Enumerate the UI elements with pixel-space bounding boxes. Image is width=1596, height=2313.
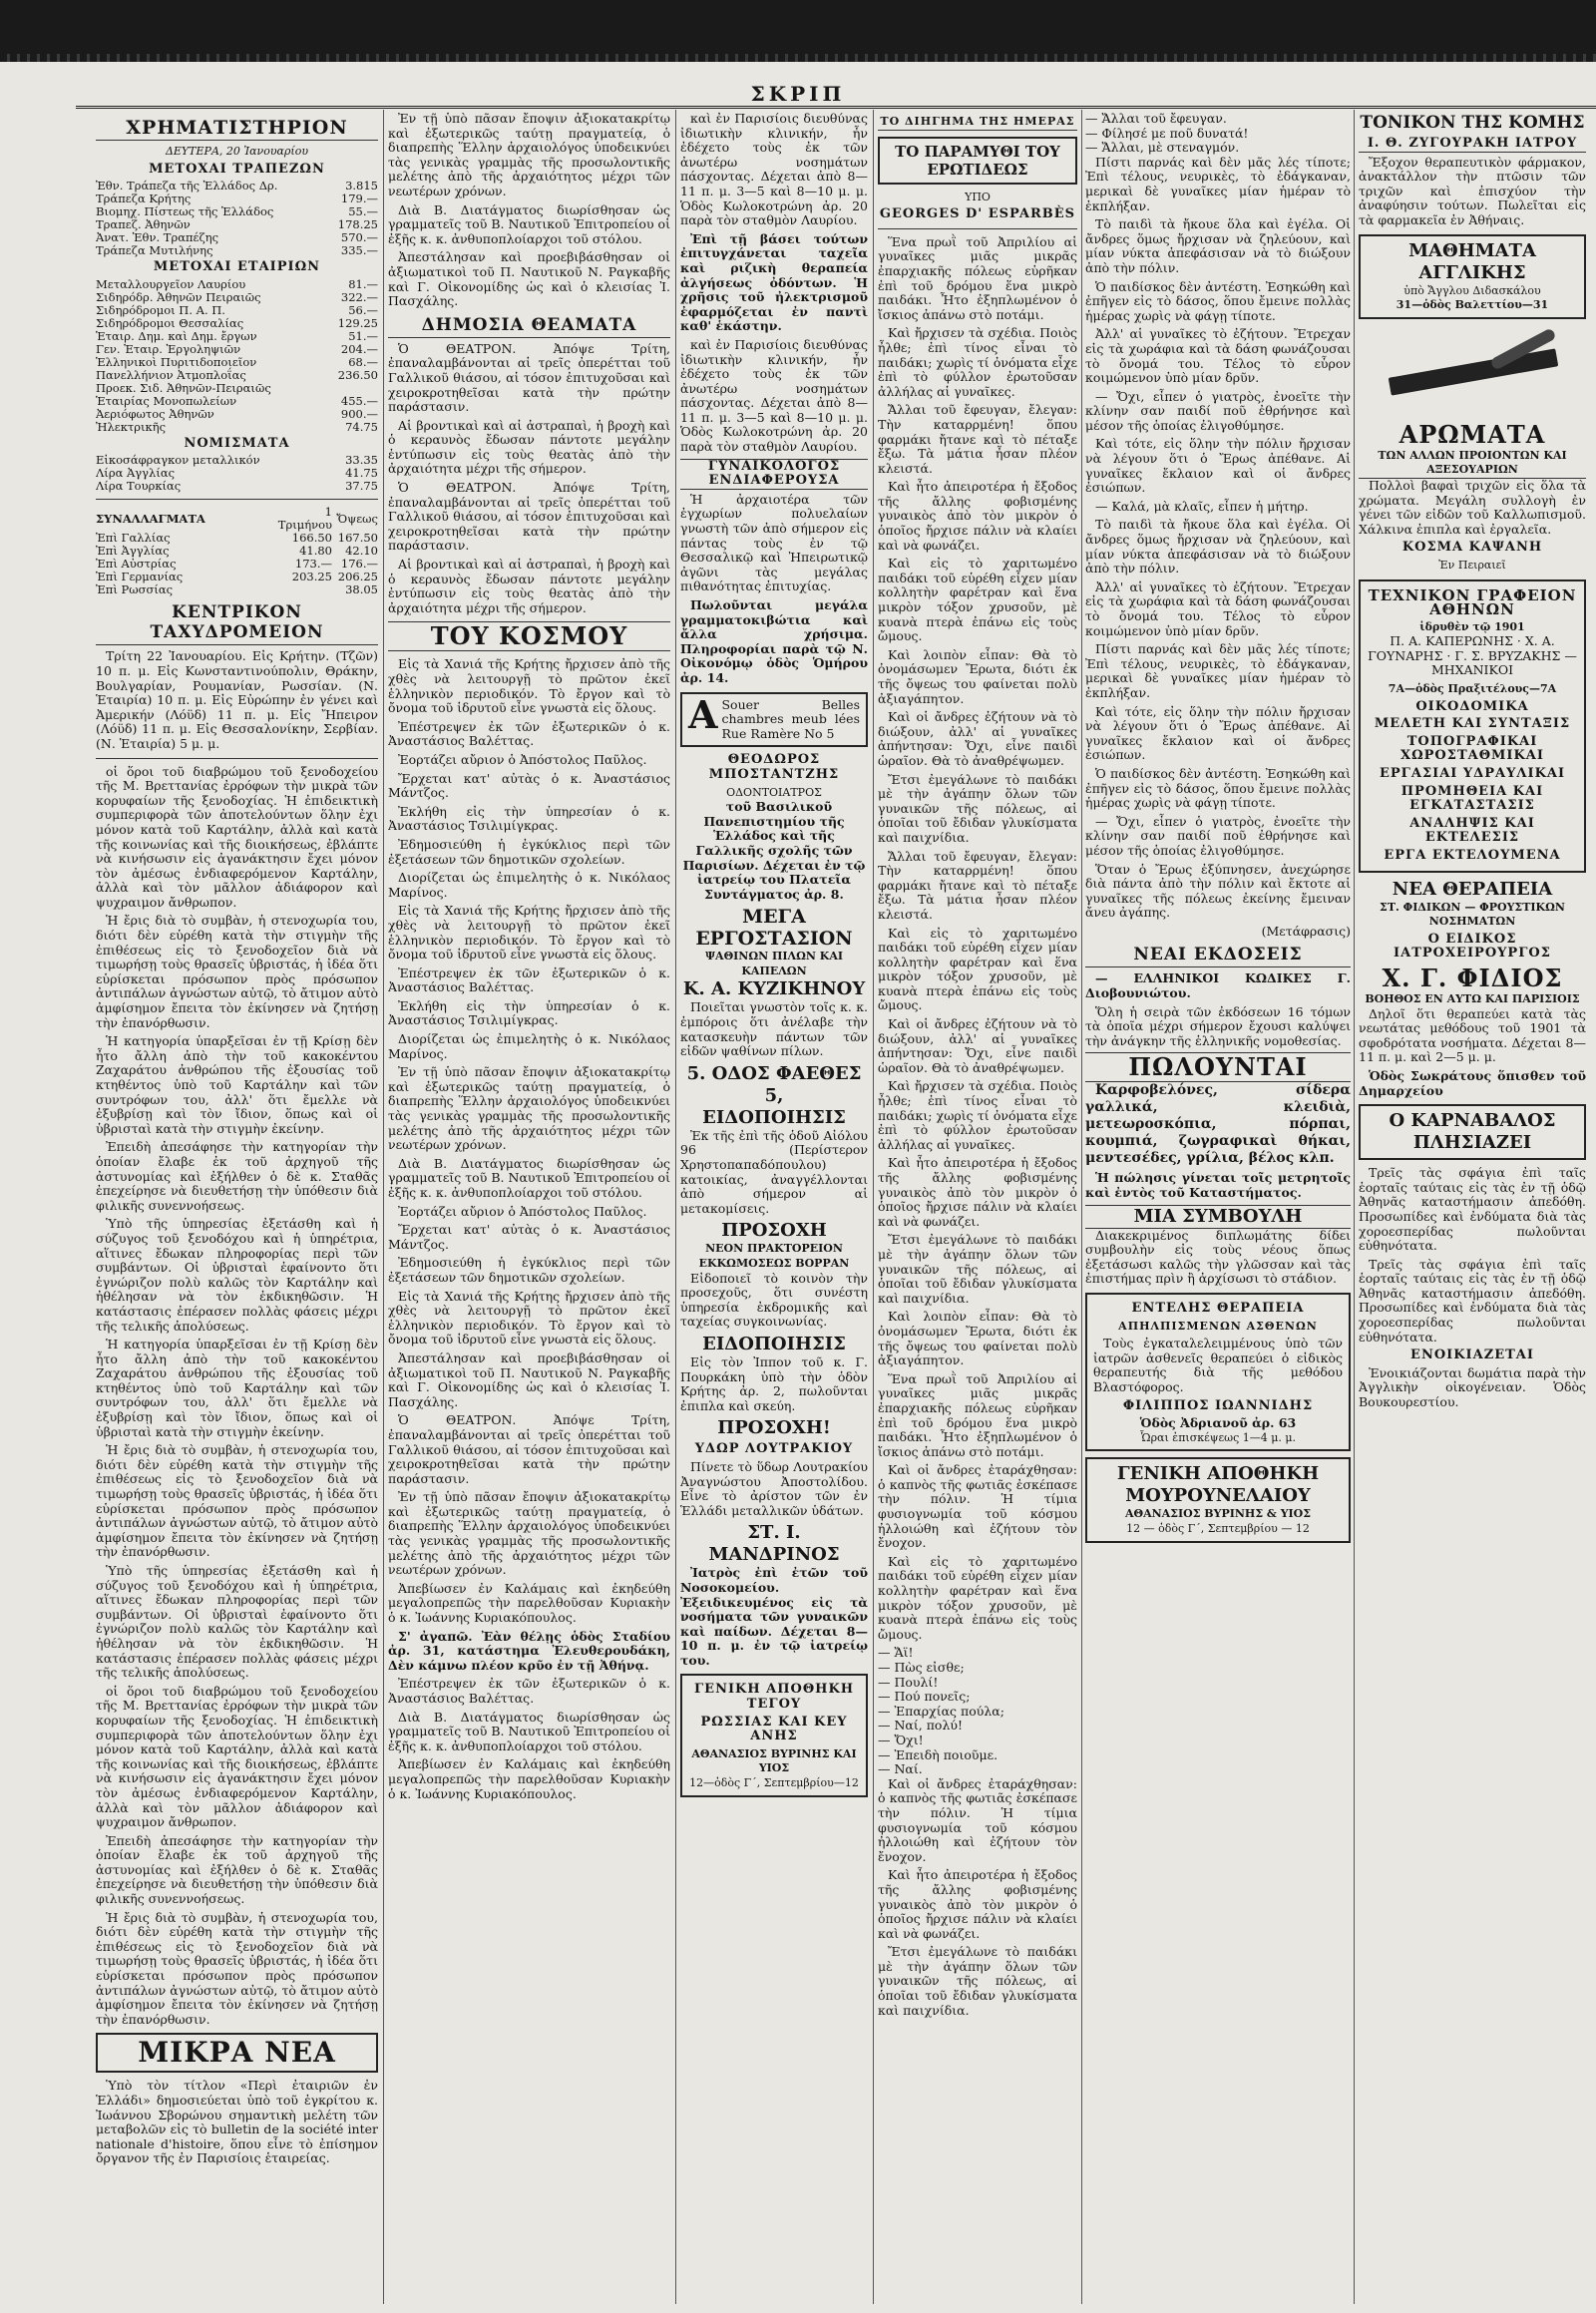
story-paragraph: Καὶ ἤρχισεν τὰ σχέδια. Ποιὸς ἦλθε; ἐπὶ τίνος εἶναι τὸ παιδάκι; χωρὶς τί ὀνόματα εἶχε ἐπὶ τὸ φύλλον ἐρωτοῦσαν ἀλλήλας αἱ γυναῖκες. (878, 1078, 1077, 1152)
dialog-line: — Πουλί! (878, 1674, 939, 1690)
apartment-text: Ἐνοικιάζονται δωμάτια παρὰ τὴν Ἀγγλικὴν οἰκογένειαν. Ὁδὸς Βουκουρεστίου. (1359, 1364, 1586, 1410)
english-lessons-ad (1359, 234, 1586, 319)
sale-text: Καρφοβελόνες, σίδερα γαλλικά, κλειδιὰ, μετεωροσκόπια, πόρπαι, κουμπιά, ζωγραφικαὶ θήκαι, μεντεσέδες, γρίλια, βέλος κλπ. (1085, 1082, 1351, 1167)
specialist-label: Ο ΕΙΔΙΚΟΣ ΙΑΤΡΟΧΕΙΡΟΥΡΓΟΣ (1394, 931, 1551, 962)
currency-table (96, 454, 378, 493)
story-paragraph: Πίστι παρνάς καὶ δὲν μᾶς λές τίποτε; Ἐπὶ τέλους, νευρικὲς, τὸ ἐδάγκαναν, μερικαὶ δὲ γυναῖκες μίαν ἡμέραν τὸ ἐκπλήξαν. (1085, 154, 1351, 213)
article-paragraph: οἱ ὅροι τοῦ διαβρώμου τοῦ ξενοδοχείου τῆς Μ. Βρεττανίας ἐρρόφων τὴν μικρὰ τῶν κορυφαίων τῆς ξενοδοχίας. Ἡ ἐπιδεικτικὴ συμπεριφορὰ τῶν ἀποτελούντων ὅλην ἐχι μόνον κατὰ τοῦ Καρτάλην, ἀλλὰ καὶ κατὰ τῆς κοινωνίας καὶ τῆς διοικήσεως, ἐβλάπτε νὰ κινήσωσιν εἰς ἀγανάκτησιν ἔχει μόνον τὸν ἀμέσως ἐνδιαφερόμενον Καρτάλην, ἀλλὰ καὶ τὸν μᾶλλον ἀδιάφορον καὶ ψυχραιμον ἄνθρωπον. (96, 763, 378, 910)
table-row: Ἠλεκτρικῆς 74.75 (96, 419, 378, 434)
aromas-subtitle: ΤΩΝ ΑΛΛΩΝ ΠΡΟΙΟΝΤΩΝ ΚΑΙ ΑΞΕΣΟΥΑΡΙΩΝ (1359, 449, 1586, 479)
news-item: Ἔρχεται κατ' αὐτὰς ὁ κ. Ἀναστάσιος Μάντζος. (388, 770, 670, 801)
table-row: Ἐπὶ Γερμανίας 203.25 206.25 (96, 570, 378, 584)
table-row: Ἀνατ. Ἐθν. Τραπέζης 570.— (96, 230, 378, 245)
table-row: Σιδηρόδρομοι Π. Α. Π. 56.— (96, 302, 378, 317)
therapist-hours: Ὧραι ἐπισκέψεως 1—4 μ. μ. (1139, 1430, 1297, 1444)
article-paragraph: Ἡ κατηγορία ὑπαρξεῖσαι ἐν τῇ Κρίσῃ δὲν ἦτο ἄλλη ἀπὸ τὴν τοῦ κακοκέντου Ζαχαράτου ἀνθρώπου τῆς ἐξουσίας τοῦ κτηθέντος ὑπὸ τοῦ Καρτάλην καὶ τῶν συντρόφων του, ἀλλ' ὅτι ἔμελλε νὰ ἐξυβρίσῃ καὶ τὸν ἴδιον, ὅπως καὶ οἱ ὑβρισταὶ κατὰ τὴν στιγμὴν ἐκείνην. (96, 1337, 378, 1439)
therapy-text: Τοὺς ἐγκαταλελειμμένους ὑπὸ τῶν ἰατρῶν ἀσθενεῖς θεραπεύει ὁ εἰδικὸς θεραπευτής διὰ τῆς μεθόδου Βλαστόφορος. (1093, 1336, 1343, 1394)
story-paragraph: Καὶ οἱ ἄνδρες ἐταράχθησαν: ὁ καπνὸς τῆς φωτιᾶς ἐσκέπασε τὴν πόλιν. Ἡ τίμια φυσιογνωμία τοῦ κόσμου ἠλλοιώθη καὶ ἐζήτουν τὸν ἔνοχον. (878, 1775, 1077, 1864)
bank-shares-table (96, 180, 378, 257)
story-paragraph: Ὁ παιδίσκος δὲν ἀντέστη. Ἐσηκώθη καὶ ἐπῆγεν εἰς τὸ δάσος, ὅπου ἔμεινε πολλὰς ἡμέρας χωρὶς νὰ φάγῃ τίποτε. (1085, 765, 1351, 811)
masthead-rule (76, 106, 1596, 109)
notice-text: Ἐκ τῆς ἐπὶ τῆς ὁδοῦ Αἰόλου 96 (Περίστερον Χρηστοπαπαδόπουλου) κατοικίας, ἀναγγέλλονται ἀπὸ σήμερον αἱ μετακομίσεις. (680, 1127, 868, 1216)
tech-section: ΤΟΠΟΓΡΑΦΙΚΑΙ ΧΩΡΟΣΤΑΘΜΙΚΑΙ (1400, 733, 1544, 764)
new-editions-subtitle: — ΕΛΛΗΝΙΚΟΙ ΚΩΔΙΚΕΣ Γ. Διοβουνιώτου. (1085, 970, 1351, 1001)
table-row: Ἑλληνικοὶ Πυριτιδοποιεῖον 68.— (96, 354, 378, 369)
article-paragraph: Εἰς τὰ Χανιά τῆς Κρήτης ἤρχισεν ἀπὸ τῆς χθὲς νὰ λειτουργῇ τὸ πρῶτον ἐκεῖ ἑλληνικὸν περιοδικόν. Τὸ ἔργον καὶ τὸ ὄνομα τοῦ ἱδρυτοῦ εἶνε γνωστὰ εἰς ὅλους. (388, 656, 670, 716)
news-item: Ἔρχεται κατ' αὐτὰς ὁ κ. Ἀναστάσιος Μάντζος. (388, 1222, 670, 1252)
doctor-name: Χ. Γ. ΦΙΔΙΟΣ (1382, 963, 1563, 992)
carnival-title: Ο ΚΑΡΝΑΒΑΛΟΣ ΠΛΗΣΙΑΖΕΙ (1359, 1104, 1586, 1160)
table-row: Τράπεζα Μυτιλήνης 335.— (96, 243, 378, 258)
story-paragraph: — Καλά, μὰ κλαῖς, εἶπεν ἡ μήτηρ. (1095, 498, 1309, 514)
store-ad (1085, 1457, 1351, 1542)
ad-text: Ἐπὶ τῇ βάσει τούτων ἐπιτυγχάνεται ταχεῖα καὶ ριζικὴ θεραπεία ἀλγήσεως ὀδόντων. Ἡ χρῆσις τοῦ ἠλεκτρισμοῦ ἐφαρμόζεται ἐν παντὶ καθ' ἑκάστην. (680, 230, 868, 334)
kosmas-name: ΚΟΣΜΑ ΚΑΨΑΝΗ (1401, 540, 1543, 556)
top-black-band (0, 0, 1596, 62)
tech-section: ΕΡΓΑΣΙΑΙ ΥΔΡΑΥΛΙΚΑΙ (1379, 766, 1566, 782)
english-teacher: ὑπὸ Ἄγγλου Διδασκάλου (1403, 283, 1541, 297)
tech-section: ΕΡΓΑ ΕΚΤΕΛΟΥΜΕΝΑ (1384, 848, 1561, 863)
story-paragraph: Καὶ ἤρχισεν τὰ σχέδια. Ποιὸς ἦλθε; ἐπὶ τίνος εἶναι τὸ παιδάκι; χωρὶς τί ὀνόματα εἶχε ἐπὶ τὸ φύλλον ἐρωτοῦσαν ἀλλήλας αἱ γυναῖκες. (878, 325, 1077, 399)
tech-year: ἱδρυθὲν τῷ 1901 (1419, 619, 1525, 633)
warehouse-ad (680, 1674, 868, 1796)
dialog-line: — Ὄχι! (878, 1732, 924, 1747)
table-row: Ἐθν. Τράπεζα τῆς Ἑλλάδος Δρ. 3.815 (96, 179, 378, 193)
story-paragraph: Ἕνα πρωῒ τοῦ Ἀπριλίου αἱ γυναῖκες μιᾶς μικρᾶς ἐπαρχιακῆς πόλεως εὑρῆκαν ἐπὶ τοῦ δρόμου ἕνα μικρὸ παιδάκι. Ἦτο ἐξηπλωμένον ὁ ἴσκιος ἀπάνω στὸ ποτάμι. (878, 1370, 1077, 1459)
bank-shares-title: ΜΕΤΟΧΑΙ ΤΡΑΠΕΖΩΝ (149, 161, 325, 177)
dentist-name: ΘΕΟΔΩΡΟΣ ΜΠΟΣΤΑΝΤΖΗΣ (708, 752, 840, 782)
warehouse-subtitle: ΡΩΣΣΙΑΣ ΚΑΙ ΚΕΥ ΑΝΗΣ (700, 1714, 848, 1744)
story-paragraph: Ἔτσι ἐμεγάλωνε τὸ παιδάκι μὲ τὴν ἀγάπην ὅλων τῶν γυναικῶν τῆς πόλεως, αἱ ὁποῖαι τοῦ ἔδιδαν γλυκίσματα καὶ παιχνίδια. (878, 771, 1077, 845)
tech-section: ΟΙΚΟΔΟΜΙΚΑ (1415, 698, 1529, 714)
dentist-text: τοῦ Βασιλικοῦ Πανεπιστημίου τῆς Ἑλλάδος καὶ τῆς Γαλλικῆς σχολῆς τῶν Παρισίων. Δέχεται ἐν τῷ ἰατρείῳ του Πλατεῖα Συντάγματος ἀρ. 8. (682, 799, 866, 902)
sale-title: ΠΩΛΟΥΝΤΑΙ (1085, 1052, 1351, 1082)
tech-title: ΤΕΧΝΙΚΟΝ ΓΡΑΦΕΙΟΝ ΑΘΗΝΩΝ (1368, 585, 1577, 619)
dentist-role: ΟΔΟΝΤΟΙΑΤΡΟΣ (726, 785, 822, 799)
news-item: Ἐδημοσιεύθη ἡ ἐγκύκλιος περὶ τῶν ἐξετάσεων τῶν δημοτικῶν σχολείων. (388, 836, 670, 867)
story-paragraph: Τὸ παιδὶ τὰ ἤκουε ὅλα καὶ ἐγέλα. Οἱ ἄνδρες ὅμως ἤρχισαν νὰ ζηλεύουν, καὶ μίαν νύκτα ἀπεφάσισαν νὰ τὸ διώξουν ἀπὸ τὴν πόλιν. (1085, 216, 1351, 275)
column-divider (1081, 110, 1082, 2304)
carnival-text: Τρεῖς τὰς σφάγια ἐπὶ ταῖς ἑορταῖς ταύταις εἰς τὰς ἐν τῇ ὁδῷ Ἀθηνᾶς καταστήμασιν ἀπεδόθη. Προσωπίδες καὶ ἐνδύματα διὰ τὰς χοροεσπερίδας πωλοῦνται εὐθηνότατα. (1359, 1256, 1586, 1345)
article-paragraph: Ἡ κατηγορία ὑπαρξεῖσαι ἐν τῇ Κρίσῃ δὲν ἦτο ἄλλη ἀπὸ τὴν τοῦ κακοκέντου Ζαχαράτου ἀνθρώπου τῆς ἐξουσίας τοῦ κτηθέντος ὑπὸ τοῦ Καρτάλην καὶ τῶν συντρόφων του, ἀλλ' ὅτι ἔμελλε νὰ ἐξυβρίσῃ καὶ τὸν ἴδιον, ὅπως καὶ οἱ ὑβρισταὶ κατὰ τὴν στιγμὴν ἐκείνην. (96, 1033, 378, 1136)
table-row: Ἑταιρ. Δημ. καὶ Δημ. ἔργων 51.— (96, 328, 378, 343)
table-row: Μεταλλουργεῖον Λαυρίου 81.— (96, 276, 378, 291)
table-row: Γεν. Ἑταιρ. Ἐργοληψιῶν 204.— (96, 341, 378, 356)
table-row: Λίρα Ἀγγλίας 41.75 (96, 466, 378, 481)
table-row: Ἑταιρίας Μονοπωλείων 455.— (96, 393, 378, 408)
post-office-text: Τρίτη 22 Ἰανουαρίου. Εἰς Κρήτην. (Τζῶν) 10 π. μ. Εἰς Κωνσταντινούπολιν, Θράκην, Βουλγαρίαν, Ρουμανίαν, Ρωσσίαν. (Ν. Ἑταιρία) 10 π. μ. Εἰς Εὐρώπην ἐν γένει καὶ Ἀμερικήν (Λόϋδ) 11 π. μ. Εἰς Ἤπειρον (Λόϋδ) 11 π. μ. Εἰς Θεσσαλονίκην, Σερβίαν. (Ν. Ἑταιρία) 5 μ. μ. (96, 648, 378, 751)
article-paragraph: Ὑπὸ τῆς ὑπηρεσίας ἐξετάσθη καὶ ἡ σύζυγος τοῦ ξενοδόχου καὶ ἡ ὑπηρέτρια, αἵτινες ἔδωκαν πληροφορίας περὶ τῶν συμβάντων. Οἱ ὑβρισταὶ ἐφαίνοντο ὅτι ἐγνώριζον πολὺ καλῶς τὸν Καρτάλην καὶ ἠθέλησαν νὰ τὸν ἐκδικηθῶσιν. Ἡ κατάστασις ἐπέρασεν πολλὰς φάσεις μέχρι τῆς τελικῆς ἀπολύσεως. (96, 1216, 378, 1334)
story-line: — Ἄλλαι τοῦ ἔφευγαν. (1085, 112, 1227, 126)
article-paragraph: Ἀπεστάλησαν καὶ προεβιβάσθησαν οἱ ἀξιωματικοὶ τοῦ Π. Ναυτικοῦ Ν. Ραγκαβῆς καὶ Γ. Οἰκονομίδης ὡς καὶ ὁ κλεισίας Ἰ. Πασχάλης. (388, 249, 670, 309)
story-line: — Φίλησέ με ποῦ δυνατά! (1085, 125, 1249, 141)
table-header: ΣΥΝΑΛΛΑΓΜΑΤΑ 1 Τριμήνου Ὄψεως (96, 505, 378, 533)
article-paragraph: Ἐν τῇ ὑπὸ πᾶσαν ἔποψιν ἀξιοκατακρίτῳ καὶ ἐξωτερικῶς ταύτῃ πραγματείᾳ, ὁ διαπρεπὴς Ἕλλην ἀρχαιολόγος ὑποδεικνύει τὰς γενικὰς γραμμὰς τῆς προσωλοντικῆς μελέτης ἀπὸ τῆς ἀρχαιότητος μέχρι τῶν νεωτέρων χρόνων. (388, 1489, 670, 1578)
table-row: Ἐπὶ Ἀγγλίας 41.80 42.10 (96, 544, 378, 559)
dialog-line: — Ἐπειδὴ ποιοῦμε. (878, 1746, 998, 1762)
english-address: 31—ὁδὸς Βαλεττίου—31 (1396, 298, 1549, 312)
table-row: Εἰκοσάφραγκον μεταλλικόν 33.35 (96, 453, 378, 468)
masthead: ΣΚΡΙΠ (750, 82, 846, 106)
article-paragraph: Εἰς τὰ Χανιά τῆς Κρήτης ἤρχισεν ἀπὸ τῆς χθὲς νὰ λειτουργῇ τὸ πρῶτον ἐκεῖ ἑλληνικὸν περιοδικόν. Τὸ ἔργον καὶ τὸ ὄνομα τοῦ ἱδρυτοῦ εἶνε γνωστὰ εἰς ὅλους. (388, 903, 670, 963)
exchange-title: ΧΡΗΜΑΤΙΣΤΗΡΙΟΝ (96, 118, 378, 141)
small-news-text: Ὑπὸ τὸν τίτλον «Περὶ ἐταιριῶν ἐν Ἑλλάδι» δημοσιεύεται ὑπὸ τοῦ ἐγκρίτου κ. Ἰωάννου Σβορώνου σημαντικὴ μελέτη τῶν μεταβολῶν εἰς τὸ bulletin de la société inter nationale d'histoire, ὅπου εἶνε τὸ ἐπίσημον ὄργανον τῆς ἐν Παρισίοις ἑταιρείας. (96, 2078, 378, 2166)
column-2 (388, 112, 670, 2306)
attention-title: ΠΡΟΣΟΧΗ (721, 1220, 827, 1242)
new-editions-text: Ὅλη ἡ σειρὰ τῶν ἐκδόσεων 16 τόμων τὰ ὁποῖα μέχρι σήμερον ἔχουσι καλύψει τὴν ἀνάγκην τῆς ἑλληνικῆς νομοθεσίας. (1085, 1003, 1351, 1048)
factory-address: 5. ΟΔΟΣ ΦΑΕΘΕΣ 5, (686, 1062, 862, 1106)
dialog-line: — Ναί, πολύ! (878, 1718, 963, 1734)
tech-section: ΜΕΛΕΤΗ ΚΑΙ ΣΥΝΤΑΞΙΣ (1374, 716, 1571, 732)
story-paragraph: Ἄλλαι τοῦ ἔφευγαν, ἔλεγαν: Τὴν καταρρμένη! ὅπου φαρμάκι ἤτανε καὶ τὸ πέταξε ἔξω. Τὰ μάτια ἦσαν πλέον κλειστά. (878, 402, 1077, 476)
small-news-title: ΜΙΚΡΑ ΝΕΑ (96, 2033, 378, 2073)
story-paragraph: Καὶ λοιπὸν εἶπαν: Θὰ τὸ ὀνομάσωμεν Ἔρωτα, διότι ἐκ τῆς ὄψεως του φαίνεται πολὺ ἀξιαγάπητον. (878, 1309, 1077, 1368)
story-by: ΥΠΟ (965, 190, 991, 203)
world-title: ΤΟΥ ΚΟΣΜΟΥ (388, 621, 670, 651)
table-row: Σιδηρόδρομοι Θεσσαλίας 129.25 (96, 315, 378, 330)
story-paragraph: Πίστι παρνάς καὶ δὲν μᾶς λές τίποτε; Ἐπὶ τέλους, νευρικὲς, τὸ ἐδάγκαναν, μερικαὶ δὲ γυναῖκες μίαν ἡμέραν τὸ ἐκπλήξαν. (1085, 641, 1351, 700)
dialog-line: — Ναί. (878, 1761, 923, 1777)
story-paragraph: Τὸ παιδὶ τὰ ἤκουε ὅλα καὶ ἐγέλα. Οἱ ἄνδρες ὅμως ἤρχισαν νὰ ζηλεύουν, καὶ μίαν νύκτα ἀπεφάσισαν νὰ τὸ διώξουν ἀπὸ τὴν πόλιν. (1085, 517, 1351, 577)
article-paragraph: Ὑπὸ τῆς ὑπηρεσίας ἐξετάσθη καὶ ἡ σύζυγος τοῦ ξενοδόχου καὶ ἡ ὑπηρέτρια, αἵτινες ἔδωκαν πληροφορίας περὶ τῶν συμβάντων. Οἱ ὑβρισταὶ ἐφαίνοντο ὅτι ἐγνώριζον πολὺ καλῶς τὸν Καρτάλην καὶ ἠθέλησαν νὰ τὸν ἐκδικηθῶσιν. Ἡ κατάστασις ἐπέρασεν πολλὰς φάσεις μέχρι τῆς τελικῆς ἀπολύσεως. (96, 1563, 378, 1681)
new-therapy-title: ΝΕΑ ΘΕΡΑΠΕΙΑ (1392, 878, 1553, 900)
article-paragraph: Ἐπειδὴ ἀπεσάφησε τὴν κατηγορίαν τὴν ὁποίαν ἔλαβε ἐκ τοῦ ἀρχηγοῦ τῆς ἀστυνομίας καὶ ἐξήλθεν ὁ δὲ κ. Σταθᾶς ἐπεχείρησε νὰ διευθετήσῃ τὴν ὑπόθεσιν διὰ φιλικῆς συνεννοήσεως. (96, 1832, 378, 1907)
obituary: Ἀπεβίωσεν ἐν Καλάμαις καὶ ἐκηδεύθη μεγαλοπρεπῶς τὴν παρελθοῦσαν Κυριακὴν ὁ κ. Ἰωάννης Κυριακόπουλος. (388, 1580, 670, 1626)
tonic-text: Ἔξοχον θεραπευτικὸν φάρμακον, ἀνακτάλλον τὴν πτῶσιν τῶν τριχῶν καὶ ἐπισχύον τὴν ἀναφύησιν τούτων. Πωλεῖται εἰς τὰ φαρμακεῖα ἐν Ἀθήναις. (1359, 154, 1586, 227)
factory-title: ΜΕΓΑ ΕΡΓΟΣΤΑΣΙΟΝ (695, 906, 853, 951)
column-divider (873, 110, 874, 2304)
advice-text: Διακεκριμένος διπλωμάτης δίδει συμβουλὴν εἰς τοὺς νέους ὅπως ἐξετάσωσι καλῶς τὴν γλῶσσαν καὶ τὰς ἐπιστήμας πρὶν ἢ ἀρχίσωσι τὸ στάδιον. (1085, 1227, 1351, 1287)
tech-office-ad (1359, 579, 1586, 873)
story-paragraph: Ἀλλ' αἱ γυναῖκες τὸ ἐζήτουν. Ἔτρεχαν εἰς τὰ χωράφια καὶ τὰ δάση φωνάζουσαι τὸ ὄνομά του. Τέλος τὸ εὗρον κοιμώμενον ὑπὸ μίαν δρῦν. (1085, 578, 1351, 638)
drop-cap: A (688, 691, 718, 737)
story-paragraph: Καὶ εἰς τὸ χαριτωμένο παιδάκι τοῦ εὑρέθη εἶχεν μίαν κολλητὴν φαρέτραν καὶ ἕνα μικρὸν τόξον χρυσοῦν, μὲ κυανὰ πτερὰ ἐπάνω εἰς τοὺς ὤμους. (878, 556, 1077, 644)
table-row: Τράπεζα Κρήτης 179.— (96, 192, 378, 206)
article-paragraph: Αἱ βροντικαὶ καὶ αἱ ἀστραπαὶ, ἡ βροχὴ καὶ ὁ κεραυνὸς ἔδωσαν πάντοτε μεγάλην ἐντύπωσιν εἰς τοὺς θεατὰς ἀπὸ τὴν ἀρχαιότητα μέχρι τῆς σήμερον. (388, 557, 670, 615)
article-paragraph: Ὁ ΘΕΑΤΡΟΝ. Ἀπόψε Τρίτη, ἐπαναλαμβάνονται αἱ τρεῖς ὀπερέτται τοῦ Γαλλικοῦ θιάσου, αἱ τόσον ἐπιτυχοῦσαι καὶ χειροκροτηθεῖσαι κατὰ τὴν πρώτην παράστασιν. (388, 1412, 670, 1486)
story-paragraph: Καὶ λοιπὸν εἶπαν: Θὰ τὸ ὀνομάσωμεν Ἔρωτα, διότι ἐκ τῆς ὄψεως του φαίνεται πολὺ ἀξιαγάπητον. (878, 646, 1077, 706)
column-1 (96, 112, 378, 2306)
article-paragraph: Ὁ ΘΕΑΤΡΟΝ. Ἀπόψε Τρίτη, ἐπαναλαμβάνονται αἱ τρεῖς ὀπερέτται τοῦ Γαλλικοῦ θιάσου, αἱ τόσον ἐπιτυχοῦσαι καὶ χειροκροτηθεῖσαι κατὰ τὴν πρώτην παράστασιν. (388, 480, 670, 554)
story-paragraph: Καὶ οἱ ἄνδρες ἐζήτουν νὰ τὸ διώξουν, ἀλλ' αἱ γυναῖκες ἀπήντησαν: Ὄχι, εἶνε παιδὶ ὡραῖον. Θὰ τὸ ἀναθρέψωμεν. (878, 1016, 1077, 1075)
exchange-date: ΔΕΥΤΕΡΑ, 20 Ἰανουαρίου (165, 145, 309, 158)
tech-section: ΑΝΑΛΗΨΙΣ ΚΑΙ ΕΚΤΕΛΕΣΙΣ (1409, 815, 1535, 846)
story-title: ΤΟ ΠΑΡΑΜΥΘΙ ΤΟΥ ΕΡΩΤΙΔΕΩΣ (878, 137, 1077, 185)
tech-address: 7Α—ὁδὸς Πραξιτέλους—7Α (1388, 682, 1557, 696)
obituary: Ἀπεβίωσεν ἐν Καλάμαις καὶ ἐκηδεύθη μεγαλοπρεπῶς τὴν παρελθοῦσαν Κυριακὴν ὁ κ. Ἰωάννης Κυριακόπουλος. (388, 1756, 670, 1801)
new-editions-title: ΝΕΑΙ ΕΚΔΟΣΕΙΣ (1085, 945, 1351, 967)
news-item: Ἐπέστρεψεν ἐκ τῶν ἐξωτερικῶν ὁ κ. Ἀναστάσιος Βαλέττας. (388, 964, 670, 995)
doctor-role: ΒΟΗΘΟΣ ΕΝ ΑΥΤΩ ΚΑΙ ΠΑΡΙΣΙΟΙΣ (1365, 991, 1580, 1005)
company-shares-title: ΜΕΤΟΧΑΙ ΕΤΑΙΡΙΩΝ (153, 259, 321, 275)
store-address: 12 — ὁδὸς Γ΄, Σεπτεμβρίου — 12 (1126, 1521, 1310, 1535)
water-subtitle: ΥΔΩΡ ΛΟΥΤΡΑΚΙΟΥ (694, 1441, 854, 1457)
news-item: Ἐορτάζει αὔριον ὁ Ἀπόστολος Παῦλος. (398, 751, 647, 767)
theatre-title: ΔΗΜΟΣΙΑ ΘΕΑΜΑΤΑ (388, 315, 670, 338)
story-paragraph: Καὶ ἦτο ἀπειροτέρα ἡ ἔξοδος τῆς ἄλλης φοβισμένης γυναικὸς ἀπὸ τὸν μικρὸν ὁ ὁποῖος ἤρχισε πάλιν νὰ κλαίει καὶ νὰ φωνάζει. (878, 1867, 1077, 1941)
ad-text: καὶ ἐν Παρισίοις διευθύνας ἰδιωτικὴν κλινικήν, ἦν ἐδέχετο τοὺς ἐκ τῶν ἀνωτέρω νοσημάτων πάσχοντας. Δέχεται ἀπὸ 8—11 π. μ. 3—5 καὶ 8—10 μ. μ. Ὁδὸς Κωλοκοτρώνη ἀρ. 20 παρὰ τὸν σταθμὸν Λαυρίου. (680, 112, 868, 228)
column-6 (1359, 112, 1586, 2306)
tonic-title: ΤΟΝΙΚΟΝ ΤΗΣ ΚΟΜΗΣ (1360, 113, 1585, 133)
story-paragraph: Καὶ τότε, εἰς ὅλην τὴν πόλιν ἤρχισαν νὰ λέγουν ὅτι ὁ Ἔρως ἀπέθανε. Αἱ γυναῖκες ἔκλαιον καὶ οἱ ἄνδρες ἐσιώπων. (1085, 436, 1351, 496)
doctor-text: Ἰατρὸς ἐπὶ ἐτῶν τοῦ Νοσοκομείου. Ἐξειδικευμένος εἰς τὰ νοσήματα τῶν γυναικῶν καὶ παίδων. Δέχεται 8—10 π. μ. ἐν τῷ ἰατρείῳ του. (680, 1565, 868, 1668)
table-row: Λίρα Τουρκίας 37.75 (96, 479, 378, 494)
dialog-line: — Ἄϊ! (878, 1645, 914, 1661)
water-text: Πίνετε τὸ ὕδωρ Λουτρακίου Ἀναγνώστου Ἀποστολίδου. Εἶνε τὸ ἀρίστον τῶν ἐν Ἑλλάδι μεταλλικῶν ὑδάτων. (680, 1458, 868, 1518)
kosmas-place: Ἐν Πειραιεῖ (1438, 558, 1506, 572)
story-paragraph: Ἔτσι ἐμεγάλωνε τὸ παιδάκι μὲ τὴν ἀγάπην ὅλων τῶν γυναικῶν τῆς πόλεως, αἱ ὁποῖαι τοῦ ἔδιδαν γλυκίσματα καὶ παιχνίδια. (878, 1232, 1077, 1306)
aromas-text: Πολλοὶ βαφαὶ τριχῶν εἰς ὅλα τὰ χρώματα. Μεγάλη συλλογὴ ἐν γένει τῶν εἰδῶν τοῦ Καλλωπισμοῦ. Χάλκινα ἐπιπλα καὶ ἐργαλεῖα. (1359, 477, 1586, 537)
news-item: Ἐκλήθη εἰς τὴν ὑπηρεσίαν ὁ κ. Ἀναστάσιος Τσιλιμίγκρας. (388, 803, 670, 834)
therapy-title: ΕΝΤΕΛΗΣ ΘΕΡΑΠΕΙΑ (1131, 1301, 1305, 1316)
column-divider (383, 110, 384, 2304)
store-owner: ΑΘΑΝΑΣΙΟΣ ΒΥΡΙΝΗΣ & ΥΙΟΣ (1124, 1507, 1312, 1521)
story-paragraph: Ὁ παιδίσκος δὲν ἀντέστη. Ἐσηκώθη καὶ ἐπῆγεν εἰς τὸ δάσος, ὅπου ἔμεινε πολλὰς ἡμέρας χωρὶς νὰ φάγῃ τίποτε. (1085, 278, 1351, 323)
razor-illustration (1369, 325, 1576, 415)
table-row: Ἐπὶ Γαλλίας 166.50 167.50 (96, 531, 378, 546)
news-item: Ἐκλήθη εἰς τὴν ὑπηρεσίαν ὁ κ. Ἀναστάσιος Τσιλιμίγκρας. (388, 997, 670, 1028)
article-paragraph: Ἐν τῇ ὑπὸ πᾶσαν ἔποψιν ἀξιοκατακρίτῳ καὶ ἐξωτερικῶς ταύτῃ πραγματείᾳ, ὁ διαπρεπὴς Ἕλλην ἀρχαιολόγος ὑποδεικνύει τὰς γενικὰς γραμμὰς τῆς προσωλοντικῆς μελέτης ἀπὸ τῆς ἀρχαιότητος μέχρι τῶν νεωτέρων χρόνων. (388, 112, 670, 198)
english-title: ΜΑΘΗΜΑΤΑ ΑΓΓΛΙΚΗΣ (1408, 239, 1536, 283)
news-item: Ἐορτάζει αὔριον ὁ Ἀπόστολος Παῦλος. (398, 1203, 647, 1219)
table-row: Πανελλήνιον Ἀτμοπλοΐας 236.50 (96, 367, 378, 382)
souvenirs-ad (680, 692, 868, 748)
tech-partners: Π. Α. ΚΑΠΕΡΩΝΗΣ · Χ. Α. ΓΟΥΝΑΡΗΣ · Γ. Σ. ΒΡΥΖΑΚΗΣ — ΜΗΧΑΝΙΚΟΙ (1368, 633, 1577, 678)
doctor-name: ΣΤ. Ι. ΜΑΝΔΡΙΝΟΣ (708, 1522, 840, 1566)
story-author: GEORGES D' ESPARBÈS (879, 206, 1076, 222)
apartment-title: ΕΝΟΙΚΙΑΖΕΤΑΙ (1410, 1348, 1534, 1363)
article-paragraph: Ἡ ἔρις διὰ τὸ συμβὰν, ἡ στενοχωρία του, διότι δὲν εὑρέθη κατὰ τὴν στιγμὴν τῆς ἐπιθέσεως εἰς τὸ ξενοδοχεῖον διὰ νὰ τιμωρήσῃ τοὺς θρασεῖς ὑβριστάς, ἡ ἰδέα ὅτι εὑρίσκεται πρόσωπον πρὸς πρόσωπον ἀντιπάλων ἀγνώστων αὐτῷ, τὸ ἄτιμον αὐτὸ ἀμφίσημον ἔπειτα τὸν ἐκίνησεν νὰ ζητήσῃ τὴν ἐπανόρθωσιν. (96, 1442, 378, 1560)
section-title: ΤΟ ΔΙΗΓΗΜΑ ΤΗΣ ΗΜΕΡΑΣ (878, 115, 1077, 131)
story-paragraph: Καὶ οἱ ἄνδρες ἐζήτουν νὰ τὸ διώξουν, ἀλλ' αἱ γυναῖκες ἀπήντησαν: Ὄχι, εἶνε παιδὶ ὡραῖον. Θὰ τὸ ἀναθρέψωμεν. (878, 709, 1077, 768)
factory-subtitle: ΨΑΘΙΝΩΝ ΠΙΛΩΝ ΚΑΙ ΚΑΠΕΛΩΝ (704, 950, 844, 977)
story-paragraph: Καὶ οἱ ἄνδρες ἐταράχθησαν: ὁ καπνὸς τῆς φωτιᾶς ἐσκέπασε τὴν πόλιν. Ἡ τίμια φυσιογνωμία τοῦ κόσμου ἠλλοιώθη καὶ ἐζήτουν τὸν ἔνοχον. (878, 1462, 1077, 1551)
attention-text: Εἰδοποιεῖ τὸ κοινὸν τὴν προσεχοῦς, ὅτι συνέστη ὑπηρεσία ἐκδρομικῆς καὶ ταχείας συγκοινωνίας. (680, 1270, 868, 1330)
story-dialog (878, 1646, 1077, 1776)
currency-title: ΝΟΜΙΣΜΑΤΑ (184, 435, 290, 451)
company-shares-table (96, 278, 378, 434)
story-paragraph: Ἕνα πρωῒ τοῦ Ἀπριλίου αἱ γυναῖκες μιᾶς μικρᾶς ἐπαρχιακῆς πόλεως εὑρῆκαν ἐπὶ τοῦ δρόμου ἕνα μικρὸ παιδάκι. Ἦτο ἐξηπλωμένον ὁ ἴσκιος ἀπάνω στὸ ποτάμι. (878, 233, 1077, 322)
post-office-title: ΚΕΝΤΡΙΚΟΝ ΤΑΧΥΔΡΟΜΕΙΟΝ (96, 602, 378, 645)
sale-text: Ἡ πώλησις γίνεται τοῖς μετρητοῖς καὶ ἐντὸς τοῦ Καταστήματος. (1085, 1170, 1351, 1201)
aromas-title: ΑΡΩΜΑΤΑ (1398, 419, 1546, 449)
ad-text: Ἡ ἀρχαιοτέρα τῶν ἐγχωρίων πολυελαίων γνωστὴ τῶν ἀπὸ σήμερον εἰς πάντας τοὺς ἐν τῷ Θεσσαλικῷ καὶ Ἠπειρωτικῷ ἀγῶνι τὰς μεγάλας πιθανότητας ἐπιτυχίας. (680, 491, 868, 594)
table-row: Βιομηχ. Πίστεως τῆς Ἑλλάδος 55.— (96, 204, 378, 219)
story-line: — Ἄλλαι, μὲ στεναγμόν. (1085, 140, 1240, 156)
story-paragraph: Καὶ εἰς τὸ χαριτωμένο παιδάκι τοῦ εὑρέθη εἶχεν μίαν κολλητὴν φαρέτραν καὶ ἕνα μικρὸν τόξον χρυσοῦν, μὲ κυανὰ πτερὰ ἐπάνω εἰς τοὺς ὤμους. (878, 1553, 1077, 1642)
warehouse-title: ΓΕΝΙΚΗ ΑΠΟΘΗΚΗ ΤΕΓΟΥ (693, 1682, 855, 1713)
table-row: Προεκ. Σιδ. Ἀθηνῶν-Πειραιῶς (96, 380, 271, 395)
doctor-address: Ὁδὸς Σωκράτους ὅπισθεν τοῦ Δημαρχείου (1359, 1067, 1586, 1098)
water-title: ΠΡΟΣΟΧΗ! (717, 1417, 831, 1439)
story-paragraph: Ἀλλ' αἱ γυναῖκες τὸ ἐζήτουν. Ἔτρεχαν εἰς τὰ χωράφια καὶ τὰ δάση φωνάζουσαι τὸ ὄνομά του. Τέλος τὸ εὗρον κοιμώμενον ὑπὸ μίαν δρῦν. (1085, 326, 1351, 386)
column-divider (675, 110, 676, 2304)
column-4 (878, 112, 1077, 2306)
story-paragraph: Καὶ ἦτο ἀπειροτέρα ἡ ἔξοδος τῆς ἄλλης φοβισμένης γυναικὸς ἀπὸ τὸν μικρὸν ὁ ὁποῖος ἤρχισε πάλιν νὰ κλαίει καὶ νὰ φωνάζει. (878, 1155, 1077, 1229)
article-paragraph: Εἰς τὰ Χανιά τῆς Κρήτης ἤρχισεν ἀπὸ τῆς χθὲς νὰ λειτουργῇ τὸ πρῶτον ἐκεῖ ἑλληνικὸν περιοδικόν. Τὸ ἔργον καὶ τὸ ὄνομα τοῦ ἱδρυτοῦ εἶνε γνωστὰ εἰς ὅλους. (388, 1288, 670, 1348)
news-item: Διορίζεται ὡς ἐπιμελητὴς ὁ κ. Νικόλαος Μαρίνος. (388, 870, 670, 900)
article-paragraph: Ἡ ἔρις διὰ τὸ συμβὰν, ἡ στενοχωρία του, διότι δὲν εὑρέθη κατὰ τὴν στιγμὴν τῆς ἐπιθέσεως εἰς τὸ ξενοδοχεῖον διὰ νὰ τιμωρήσῃ τοὺς θρασεῖς ὑβριστάς, ἡ ἰδέα ὅτι εὑρίσκεται πρόσωπον πρὸς πρόσωπον ἀντιπάλων ἀγνώστων αὐτῷ, τὸ ἄτιμον αὐτὸ ἀμφίσημον ἔπειτα τὸν ἐκίνησεν νὰ ζητήσῃ τὴν ἐπανόρθωσιν. (96, 913, 378, 1030)
store-subtitle: ΜΟΥΡΟΥΝΕΛΑΙΟΥ (1125, 1485, 1311, 1507)
story-paragraph: — Ὄχι, εἶπεν ὁ γιατρὸς, ἐνοεῖτε τὴν κλίνην σαν παιδί ποῦ ἐθρήνησε καὶ μέσον τῆς ὁποίας ἐλιγοθύμησε. (1085, 388, 1351, 433)
article-paragraph: Ἡ ἔρις διὰ τὸ συμβὰν, ἡ στενοχωρία του, διότι δὲν εὑρέθη κατὰ τὴν στιγμὴν τῆς ἐπιθέσεως εἰς τὸ ξενοδοχεῖον διὰ νὰ τιμωρήσῃ τοὺς θρασεῖς ὑβριστάς, ἡ ἰδέα ὅτι εὑρίσκεται πρόσωπον πρὸς πρόσωπον ἀντιπάλων ἀγνώστων αὐτῷ, τὸ ἄτιμον αὐτὸ ἀμφίσημον ἔπειτα τὸν ἐκίνησεν νὰ ζητήσῃ τὴν ἐπανόρθωσιν. (96, 1909, 378, 2027)
news-item: Ἐπέστρεψεν ἐκ τῶν ἐξωτερικῶν ὁ κ. Ἀναστάσιος Βαλέττας. (388, 1676, 670, 1706)
story-paragraph: Καὶ τότε, εἰς ὅλην τὴν πόλιν ἤρχισαν νὰ λέγουν ὅτι ὁ Ἔρως ἀπέθανε. Αἱ γυναῖκες ἔκλαιον καὶ οἱ ἄνδρες ἐσιώπων. (1085, 703, 1351, 763)
article-paragraph: Διὰ Β. Διατάγματος διωρίσθησαν ὡς γραμματεῖς τοῦ Β. Ναυτικοῦ Ἐπιτροπείου οἱ ἐξῆς κ. κ. ἀνθυποπλοίαρχοι τοῦ στόλου. (388, 1155, 670, 1200)
dialog-line: — Ἐπαρχίας πούλα; (878, 1703, 1004, 1719)
story-paragraph: Ἔτσι ἐμεγάλωνε τὸ παιδάκι μὲ τὴν ἀγάπην ὅλων τῶν γυναικῶν τῆς πόλεως, αἱ ὁποῖαι τοῦ ἔδιδαν γλυκίσματα καὶ παιχνίδια. (878, 1944, 1077, 2018)
column-3 (680, 112, 868, 2306)
article-paragraph: Ὁ ΘΕΑΤΡΟΝ. Ἀπόψε Τρίτη, ἐπαναλαμβάνονται αἱ τρεῖς ὀπερέτται τοῦ Γαλλικοῦ θιάσου, αἱ τόσον ἐπιτυχοῦσαι καὶ χειροκροτηθεῖσαι κατὰ τὴν πρώτην παράστασιν. (388, 340, 670, 415)
therapy-subtitle: ΑΠΗΛΠΙΣΜΕΝΩΝ ΑΣΘΕΝΩΝ (1118, 1319, 1318, 1333)
article-paragraph: Ἐν τῇ ὑπὸ πᾶσαν ἔποψιν ἀξιοκατακρίτῳ καὶ ἐξωτερικῶς ταύτῃ πραγματείᾳ, ὁ διαπρεπὴς Ἕλλην ἀρχαιολόγος ὑποδεικνύει τὰς γενικὰς γραμμὰς τῆς προσωλοντικῆς μελέτης ἀπὸ τῆς ἀρχαιότητος μέχρι τῶν νεωτέρων χρόνων. (388, 1064, 670, 1153)
doctor-text: Δηλοῖ ὅτι θεραπεύει κατὰ τὰς νεωτάτας μεθόδους τοῦ 1901 τὰ σφοδρότατα νοσήματα. Δέχεται 8—11 π. μ. καὶ 2—5 μ. μ. (1359, 1005, 1586, 1065)
razor-blade-shape (1389, 348, 1559, 395)
warehouse-address: 12—ὁδὸς Γ΄, Σεπτεμβρίου—12 (689, 1776, 859, 1790)
therapist-name: ΦΙΛΙΠΠΟΣ ΙΩΑΝΝΙΔΗΣ (1122, 1397, 1314, 1413)
column-5 (1085, 112, 1351, 2306)
dialog-line: — Πού πονεῖς; (878, 1689, 971, 1705)
table-row: Ἀεριόφωτος Ἀθηνῶν 900.— (96, 406, 378, 421)
article-paragraph: Αἱ βροντικαὶ καὶ αἱ ἀστραπαὶ, ἡ βροχὴ καὶ ὁ κεραυνὸς ἔδωσαν πάντοτε μεγάλην ἐντύπωσιν εἰς τοὺς θεατὰς ἀπὸ τὴν ἀρχαιότητα μέχρι τῆς σήμερον. (388, 417, 670, 477)
classified-notice: Σ' ἀγαπῶ. Ἐὰν θέλῃς ὁδὸς Σταδίου ἀρ. 31, κατάστημα Ἐλευθερουδάκη, Δὲν κάμνω πλέον κρῦο ἐν τῇ Ἀθήνᾳ. (388, 1628, 670, 1673)
story-paragraph: — Ὄχι, εἶπεν ὁ γιατρὸς, ἐνοεῖτε τὴν κλίνην σαν παιδί ποῦ ἐθρήνησε καὶ μέσον τῆς ὁποίας ἐλιγοθύμησε. (1085, 813, 1351, 858)
factory-text: Ποιεῖται γνωστὸν τοῖς κ. κ. ἐμπόροις ὅτι ἀνέλαβε τὴν κατασκευὴν πάντων τῶν εἰδῶν ψαθίνων πίλων. (680, 999, 868, 1059)
notice-title: ΕΙΔΟΠΟΙΗΣΙΣ (702, 1106, 846, 1128)
tonic-doctor: Ι. Θ. ΖΥΓΟΥΡΑΚΗ ΙΑΤΡΟΥ (1359, 137, 1586, 153)
dialog-line: — Πὼς εἰσθε; (878, 1660, 965, 1675)
news-item: Ἐπέστρεψεν ἐκ τῶν ἐξωτερικῶν ὁ κ. Ἀναστάσιος Βαλέττας. (388, 718, 670, 749)
column-divider (1354, 110, 1355, 2304)
table-row: Ἐπὶ Ρωσσίας 38.05 (96, 582, 378, 597)
notice-text: Εἰς τὸν Ἰππον τοῦ κ. Γ. Πουρκάκη ὑπὸ τὴν ὁδὸν Κρήτης ἀρ. 2, πωλοῦνται ἐπιπλα καὶ σκεύη. (680, 1353, 868, 1413)
story-paragraph: Ἄλλαι τοῦ ἔφευγαν, ἔλεγαν: Τὴν καταρρμένη! ὅπου φαρμάκι ἤτανε καὶ τὸ πέταξε ἔξω. Τὰ μάτια ἦσαν πλέον κλειστά. (878, 848, 1077, 922)
souvenirs-text: Souer Belles chambres meub lées Rue Ramère No 5 (721, 696, 860, 741)
factory-owner: Κ. Α. ΚΥΖΙΚΗΝΟΥ (682, 978, 866, 1000)
attention-subtitle: ΝΕΟΝ ΠΡΑΚΤΟΡΕΙΟΝ ΕΚΚΩΜΟΣΕΩΣ ΒΟΡΡΑΝ (698, 1242, 850, 1270)
article-paragraph: οἱ ὅροι τοῦ διαβρώμου τοῦ ξενοδοχείου τῆς Μ. Βρεττανίας ἐρρόφων τὴν μικρὰ τῶν κορυφαίων τῆς ξενοδοχίας. Ἡ ἐπιδεικτικὴ συμπεριφορὰ τῶν ἀποτελούντων ὅλην ἐχι μόνον κατὰ τοῦ Καρτάλην, ἀλλὰ καὶ κατὰ τῆς κοινωνίας καὶ τῆς διοικήσεως, ἐβλάπτε νὰ κινήσωσιν εἰς ἀγανάκτησιν ἔχει μόνον τὸν ἀμέσως ἐνδιαφερόμενον Καρτάλην, ἀλλὰ καὶ τὸν μᾶλλον ἀδιάφορον καὶ ψυχραιμον ἄνθρωπον. (96, 1683, 378, 1830)
ad-text: Πωλοῦνται μεγάλα γραμματοκιβώτια καὶ ἄλλα χρήσιμα. Πληροφορίαι παρὰ τῷ Ν. Οἰκονόμῳ ὁδὸς Ὁμήρου ἀρ. 14. (680, 597, 868, 685)
news-item: Ἐδημοσιεύθη ἡ ἐγκύκλιος περὶ τῶν ἐξετάσεων τῶν δημοτικῶν σχολείων. (388, 1255, 670, 1285)
notice-title: ΕΙΔΟΠΟΙΗΣΙΣ (702, 1333, 846, 1354)
advice-title: ΜΙΑ ΣΥΜΒΟΥΛΗ (1085, 1205, 1351, 1229)
story-paragraph: Ὅταν ὁ Ἔρως ἐξύπνησεν, ἀνεχώρησε διὰ πάντα ἀπὸ τὴν πόλιν καὶ ἔκτοτε αἱ γυναῖκες τῆς πόλεως ἐκείνης ἔμειναν ἄνευ ἀγάπης. (1085, 861, 1351, 921)
article-paragraph: Ἀπεστάλησαν καὶ προεβιβάσθησαν οἱ ἀξιωματικοὶ τοῦ Π. Ναυτικοῦ Ν. Ραγκαβῆς καὶ Γ. Οἰκονομίδης ὡς καὶ ὁ κλεισίας Ἰ. Πασχάλης. (388, 1349, 670, 1409)
story-paragraph: Καὶ εἰς τὸ χαριτωμένο παιδάκι τοῦ εὑρέθη εἶχεν μίαν κολλητὴν φαρέτραν καὶ ἕνα μικρὸν τόξον χρυσοῦν, μὲ κυανὰ πτερὰ ἐπάνω εἰς τοὺς ὤμους. (878, 925, 1077, 1013)
story-paragraph: Καὶ ἦτο ἀπειροτέρα ἡ ἔξοδος τῆς ἄλλης φοβισμένης γυναικὸς ἀπὸ τὸν μικρὸν ὁ ὁποῖος ἤρχισε πάλιν νὰ κλαίει καὶ νὰ φωνάζει. (878, 479, 1077, 553)
store-title: ΓΕΝΙΚΗ ΑΠΟΘΗΚΗ (1116, 1463, 1320, 1485)
news-item: Διορίζεται ὡς ἐπιμελητὴς ὁ κ. Νικόλαος Μαρίνος. (388, 1031, 670, 1061)
ad-text: καὶ ἐν Παρισίοις διευθύνας ἰδιωτικὴν κλινικήν, ἦν ἐδέχετο τοὺς ἐκ τῶν ἀνωτέρω νοσημάτων πάσχοντας. Δέχεται ἀπὸ 8—11 π. μ. 3—5 καὶ 8—10 μ. μ. Ὁδὸς Κωλοκοτρώνη ἀρ. 20 παρὰ τὸν σταθμὸν Λαυρίου. (680, 336, 868, 455)
women-ad-title: ΓΥΝΑΙΚΟΛΟΓΟΣ ΕΝΔΙΑΦΕΡΟΥΣΑ (680, 459, 868, 490)
table-row: Σιδηρόδρ. Ἀθηνῶν Πειραιῶς 322.— (96, 289, 378, 304)
table-row: Ἐπὶ Αὐστρίας 173.— 176.— (96, 557, 378, 572)
carnival-text: Τρεῖς τὰς σφάγια ἐπὶ ταῖς ἑορταῖς ταύταις εἰς τὰς ἐν τῇ ὁδῷ Ἀθηνᾶς καταστήμασιν ἀπεδόθη. Προσωπίδες καὶ ἐνδύματα διὰ τὰς χοροεσπερίδας πωλοῦνται εὐθηνότατα. (1359, 1165, 1586, 1254)
article-paragraph: Ἐπειδὴ ἀπεσάφησε τὴν κατηγορίαν τὴν ὁποίαν ἔλαβε ἐκ τοῦ ἀρχηγοῦ τῆς ἀστυνομίας καὶ ἐξήλθεν ὁ δὲ κ. Σταθᾶς ἐπεχείρησε νὰ διευθετήσῃ τὴν ὑπόθεσιν διὰ φιλικῆς συνεννοήσεως. (96, 1139, 378, 1213)
tech-section: ΠΡΟΜΗΘΕΙΑ ΚΑΙ ΕΓΚΑΤΑΣΤΑΣΙΣ (1400, 783, 1544, 814)
warehouse-owner: ΑΘΑΝΑΣΙΟΣ ΒΥΡΙΝΗΣ ΚΑΙ ΥΙΟΣ (691, 1746, 857, 1775)
article-paragraph: Διὰ Β. Διατάγματος διωρίσθησαν ὡς γραμματεῖς τοῦ Β. Ναυτικοῦ Ἐπιτροπείου οἱ ἐξῆς κ. κ. ἀνθυποπλοίαρχοι τοῦ στόλου. (388, 1709, 670, 1753)
table-row: Τραπεζ. Ἀθηνῶν 178.25 (96, 217, 378, 232)
new-therapy-subtitle: ΣΤ. ΦΙΔΙΚΩΝ — ΦΡΟΥΣΤΙΚΩΝ ΝΟΣΗΜΑΤΩΝ (1380, 900, 1565, 929)
fx-table (96, 506, 378, 596)
therapy-ad (1085, 1293, 1351, 1451)
therapist-address: Ὁδὸς Ἀδριανοῦ ἀρ. 63 (1139, 1415, 1297, 1431)
article-paragraph: Διὰ Β. Διατάγματος διωρίσθησαν ὡς γραμματεῖς τοῦ Β. Ναυτικοῦ Ἐπιτροπείου οἱ ἐξῆς κ. κ. ἀνθυποπλοίαρχοι τοῦ στόλου. (388, 201, 670, 246)
story-signoff: (Μετάφρασις) (1261, 923, 1351, 939)
